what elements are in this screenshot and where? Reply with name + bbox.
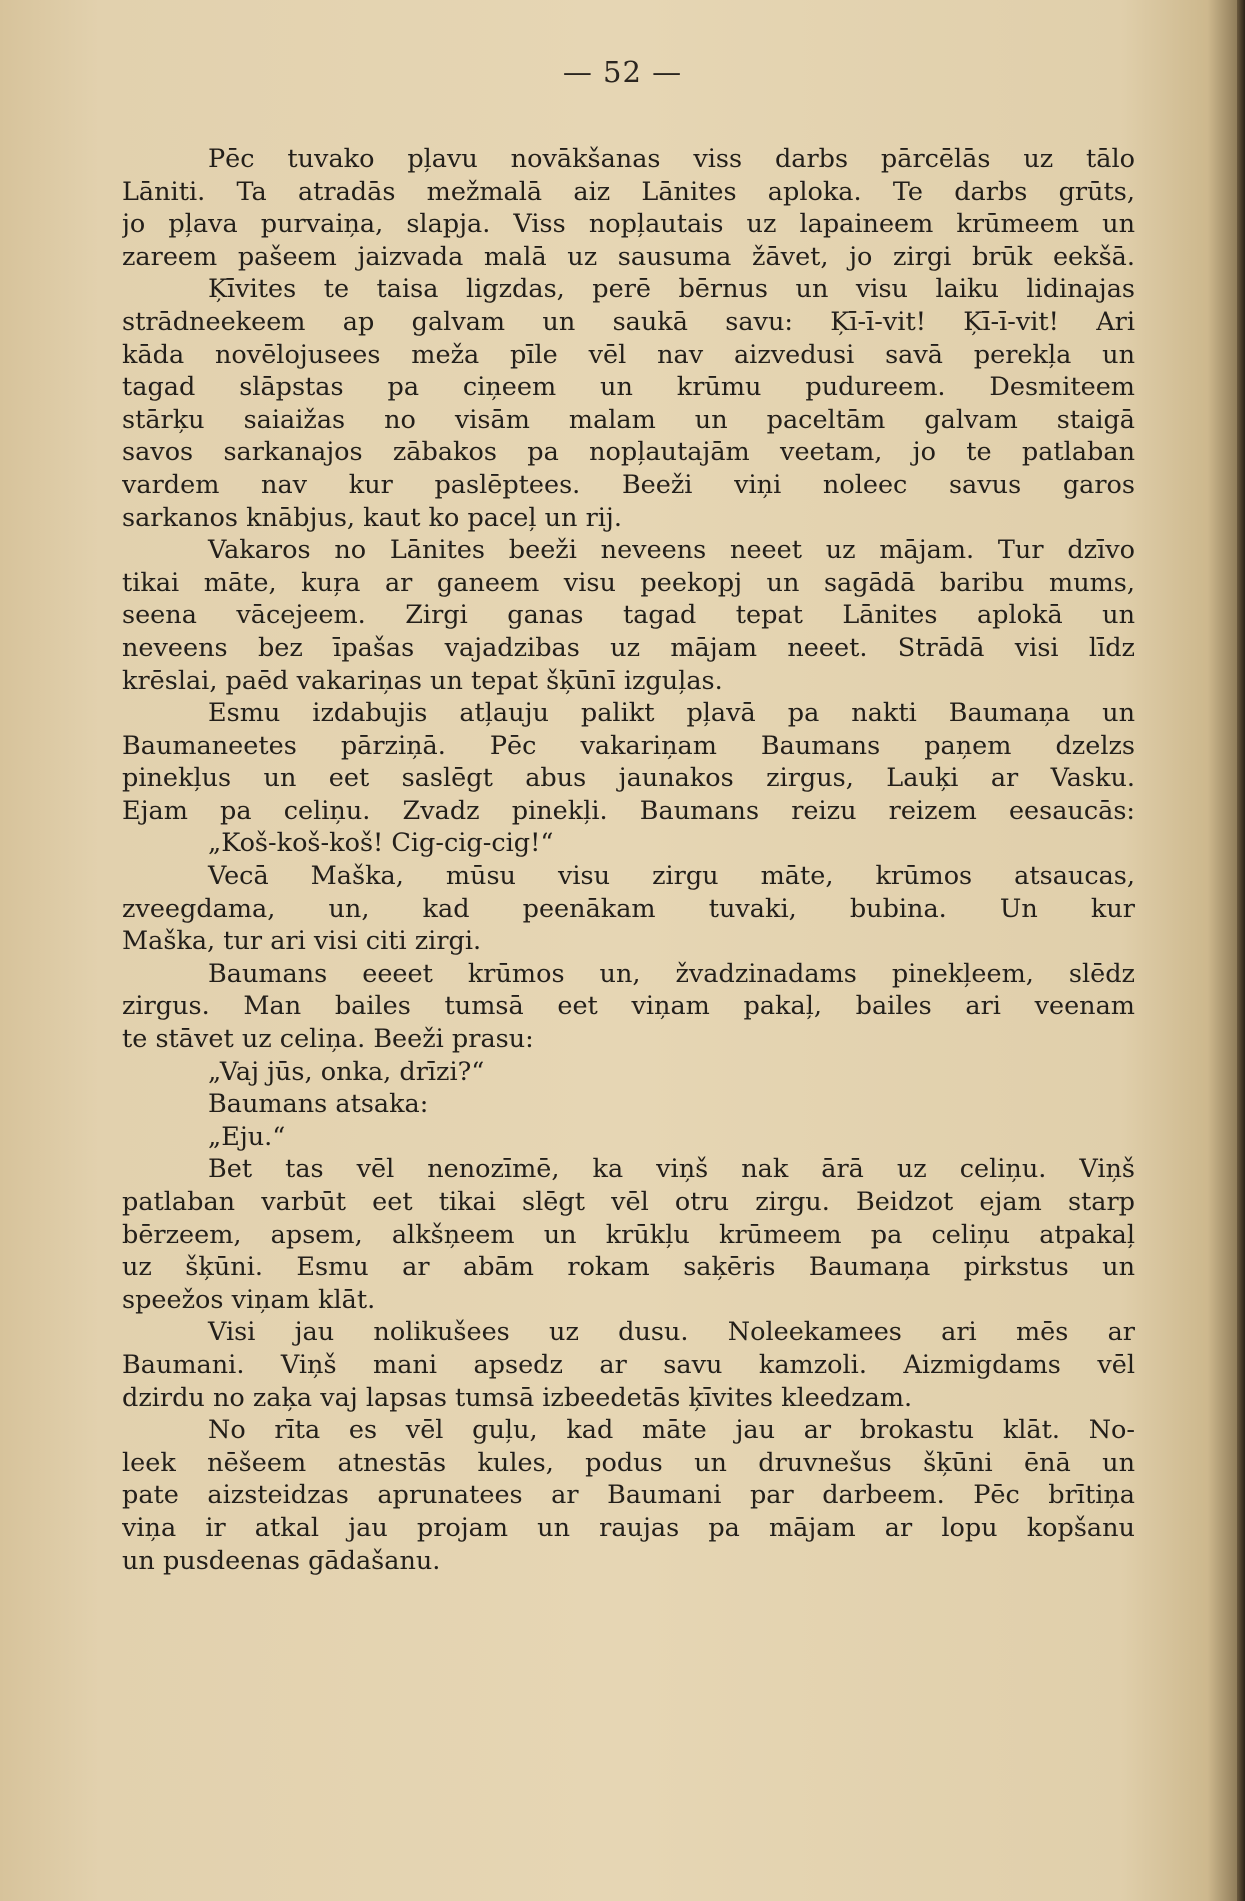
- text-line: No rīta es vēl guļu, kad māte jau ar brokastu klāt. No-: [208, 1415, 1135, 1446]
- text-line: Esmu izdabujis atļauju palikt pļavā pa nakti Baumaņa un: [208, 698, 1135, 729]
- text-line: Baumans atsaka:: [208, 1089, 429, 1120]
- text-line: leek nēšeem atnestās kules, podus un druvnešus šķūni ēnā un: [122, 1447, 1135, 1478]
- text-line: dzirdu no zaķa vaj lapsas tumsā izbeedetās ķīvites kleedzam.: [122, 1382, 913, 1413]
- text-line: seena vācejeem. Zirgi ganas tagad tepat Lānites aplokā un: [122, 600, 1135, 631]
- text-line: jo pļava purvaiņa, slapja. Viss nopļautais uz lapaineem krūmeem un: [122, 209, 1135, 240]
- book-spine-edge: [1237, 0, 1245, 1901]
- body-text: [122, 143, 1135, 1577]
- text-line: „Koš-koš-koš! Cig-cig-cig!“: [208, 828, 554, 859]
- text-line: Visi jau nolikušees uz dusu. Noleekamees ari mēs ar: [208, 1317, 1135, 1348]
- text-line: Ķīvites te taisa ligzdas, perē bērnus un visu laiku lidinajas: [208, 274, 1135, 305]
- text-line: Pēc tuvako pļavu novākšanas viss darbs pārcēlās uz tālo: [208, 144, 1135, 174]
- text-line: Baumans eeeet krūmos un, žvadzinadams pinekļeem, slēdz: [208, 958, 1135, 989]
- text-line: Vakaros no Lānites beeži neveens neeet uz mājam. Tur dzīvo: [208, 535, 1135, 566]
- text-line: Bet tas vēl nenozīmē, ka viņš nak ārā uz celiņu. Viņš: [208, 1154, 1135, 1185]
- text-line: Baumaneetes pārziņā. Pēc vakariņam Baumans paņem dzelzs: [122, 730, 1135, 761]
- text-line: tikai māte, kuŗa ar ganeem visu peekopj un sagādā baribu mums,: [122, 567, 1135, 598]
- text-line: patlaban varbūt eet tikai slēgt vēl otru zirgu. Beidzot ejam starp: [122, 1187, 1135, 1217]
- text-line: Vecā Maška, mūsu visu zirgu māte, krūmos atsaucas,: [208, 861, 1135, 892]
- text-line: viņa ir atkal jau projam un raujas pa mājam ar lopu kopšanu: [122, 1512, 1135, 1543]
- text-line: speežos viņam klāt.: [122, 1284, 376, 1315]
- text-line: stārķu saiaižas no visām malam un paceltām galvam staigā: [122, 404, 1135, 435]
- text-line: kāda novēlojusees meža pīle vēl nav aizvedusi savā perekļa un: [122, 339, 1135, 370]
- text-line: zirgus. Man bailes tumsā eet viņam pakaļ, bailes ari veenam: [122, 991, 1135, 1022]
- text-line: uz šķūni. Esmu ar abām rokam saķēris Baumaņa pirkstus un: [122, 1252, 1135, 1283]
- text-line: pate aizsteidzas aprunatees ar Baumani par darbeem. Pēc brītiņa: [122, 1480, 1135, 1511]
- text-line: te stāvet uz celiņa. Beeži prasu:: [122, 1024, 534, 1055]
- text-line: neveens bez īpašas vajadzibas uz mājam neeet. Strādā visi līdz: [122, 632, 1135, 663]
- page-number: — 52 —: [562, 55, 683, 89]
- text-line: un pusdeenas gādašanu.: [122, 1545, 441, 1576]
- text-line: Ejam pa celiņu. Zvadz pinekļi. Baumans reizu reizem eesaucās:: [122, 795, 1135, 826]
- text-line: savos sarkanajos zābakos pa nopļautajām veetam, jo te patlaban: [122, 437, 1135, 468]
- text-line: bērzeem, apsem, alkšņeem un krūkļu krūmeem pa celiņu atpakaļ: [122, 1219, 1135, 1250]
- text-line: vardem nav kur paslēptees. Beeži viņi noleec savus garos: [122, 469, 1135, 500]
- text-line: sarkanos knābjus, kaut ko paceļ un rij.: [122, 502, 622, 533]
- text-line: Maška, tur ari visi citi zirgi.: [122, 926, 482, 957]
- text-line: „Eju.“: [208, 1121, 286, 1152]
- text-line: „Vaj jūs, onka, drīzi?“: [208, 1056, 485, 1087]
- text-line: Baumani. Viņš mani apsedz ar savu kamzoli. Aizmigdams vēl: [122, 1349, 1135, 1380]
- text-line: pinekļus un eet saslēgt abus jaunakos zirgus, Lauķi ar Vasku.: [122, 763, 1135, 794]
- text-line: zareem pašeem jaizvada malā uz sausuma žāvet, jo zirgi brūk eekšā.: [122, 241, 1135, 272]
- text-line: zveegdama, un, kad peenākam tuvaki, bubina. Un kur: [122, 893, 1135, 924]
- text-line: krēslai, paēd vakariņas un tepat šķūnī izguļas.: [122, 665, 723, 696]
- text-line: Lāniti. Ta atradās mežmalā aiz Lānites aploka. Te darbs grūts,: [122, 176, 1135, 207]
- text-line: tagad slāpstas pa ciņeem un krūmu pudureem. Desmiteem: [122, 372, 1135, 403]
- text-line: strādneekeem ap galvam un saukā savu: Ķī-ī-vit! Ķī-ī-vit! Ari: [122, 306, 1135, 337]
